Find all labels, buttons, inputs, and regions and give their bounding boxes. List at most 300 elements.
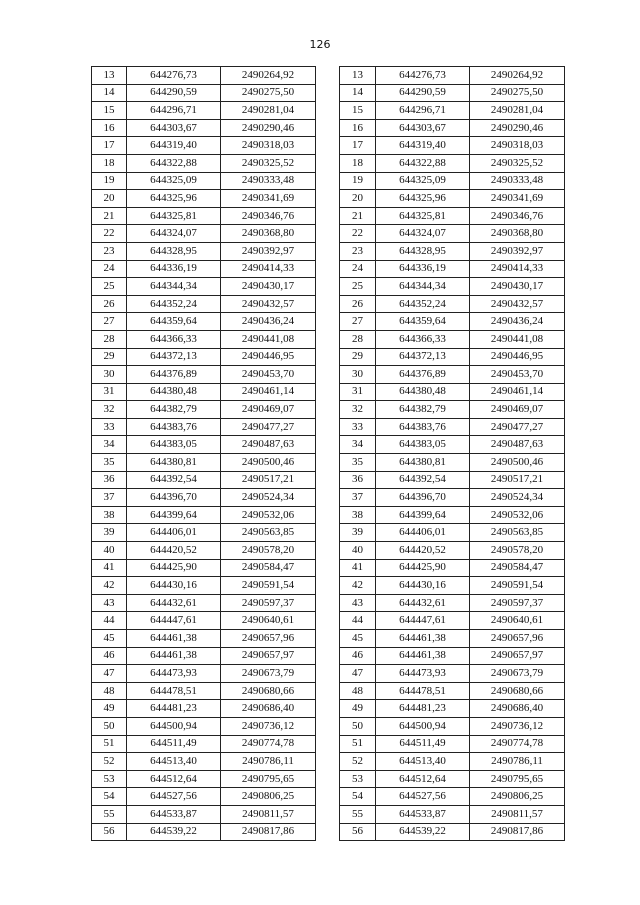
x-coordinate-cell: 644359,64	[376, 313, 470, 331]
y-coordinate-cell: 2490680,66	[221, 682, 316, 700]
point-number-cell: 51	[92, 735, 127, 753]
x-coordinate-cell: 644473,93	[127, 665, 221, 683]
point-number-cell: 44	[92, 612, 127, 630]
y-coordinate-cell: 2490673,79	[221, 665, 316, 683]
x-coordinate-cell: 644325,96	[376, 190, 470, 208]
x-coordinate-cell: 644392,54	[127, 471, 221, 489]
y-coordinate-cell: 2490281,04	[221, 102, 316, 120]
point-number-cell: 38	[340, 506, 376, 524]
table-row	[92, 278, 316, 296]
x-coordinate-cell: 644322,88	[376, 154, 470, 172]
x-coordinate-cell: 644324,07	[127, 225, 221, 243]
point-number-cell: 21	[92, 207, 127, 225]
y-coordinate-cell: 2490318,03	[221, 137, 316, 155]
x-coordinate-cell: 644336,19	[127, 260, 221, 278]
table-row	[92, 577, 316, 595]
table-row	[92, 524, 316, 542]
table-row	[340, 260, 565, 278]
x-coordinate-cell: 644325,09	[127, 172, 221, 190]
table-row	[340, 559, 565, 577]
table-row	[92, 418, 316, 436]
point-number-cell: 55	[92, 805, 127, 823]
x-coordinate-cell: 644425,90	[127, 559, 221, 577]
point-number-cell: 27	[340, 313, 376, 331]
point-number-cell: 18	[340, 154, 376, 172]
table-row	[92, 383, 316, 401]
point-number-cell: 24	[92, 260, 127, 278]
y-coordinate-cell: 2490786,11	[470, 753, 565, 771]
x-coordinate-cell: 644296,71	[376, 102, 470, 120]
y-coordinate-cell: 2490657,96	[221, 630, 316, 648]
coordinates-table-left	[91, 66, 316, 841]
y-coordinate-cell: 2490487,63	[470, 436, 565, 454]
y-coordinate-cell: 2490453,70	[470, 366, 565, 384]
y-coordinate-cell: 2490441,08	[221, 330, 316, 348]
table-row	[340, 313, 565, 331]
table-row	[340, 542, 565, 560]
point-number-cell: 32	[92, 401, 127, 419]
y-coordinate-cell: 2490657,97	[470, 647, 565, 665]
point-number-cell: 33	[92, 418, 127, 436]
x-coordinate-cell: 644380,81	[376, 454, 470, 472]
point-number-cell: 16	[92, 119, 127, 137]
y-coordinate-cell: 2490817,86	[470, 823, 565, 841]
table-row	[92, 788, 316, 806]
table-row	[340, 225, 565, 243]
table-row	[340, 84, 565, 102]
x-coordinate-cell: 644325,81	[376, 207, 470, 225]
point-number-cell: 13	[92, 67, 127, 85]
x-coordinate-cell: 644344,34	[127, 278, 221, 296]
x-coordinate-cell: 644406,01	[376, 524, 470, 542]
x-coordinate-cell: 644513,40	[127, 753, 221, 771]
y-coordinate-cell: 2490368,80	[221, 225, 316, 243]
table-row	[340, 67, 565, 85]
coordinates-table-right-body	[340, 67, 565, 841]
table-row	[92, 366, 316, 384]
table-row	[92, 137, 316, 155]
y-coordinate-cell: 2490736,12	[470, 717, 565, 735]
point-number-cell: 23	[92, 242, 127, 260]
y-coordinate-cell: 2490673,79	[470, 665, 565, 683]
table-row	[340, 735, 565, 753]
point-number-cell: 50	[92, 717, 127, 735]
table-row	[92, 647, 316, 665]
x-coordinate-cell: 644430,16	[376, 577, 470, 595]
x-coordinate-cell: 644527,56	[127, 788, 221, 806]
point-number-cell: 32	[340, 401, 376, 419]
table-row	[92, 594, 316, 612]
table-row	[340, 630, 565, 648]
point-number-cell: 30	[340, 366, 376, 384]
table-row	[340, 295, 565, 313]
y-coordinate-cell: 2490477,27	[470, 418, 565, 436]
point-number-cell: 27	[92, 313, 127, 331]
table-row	[92, 471, 316, 489]
y-coordinate-cell: 2490430,17	[221, 278, 316, 296]
y-coordinate-cell: 2490461,14	[221, 383, 316, 401]
x-coordinate-cell: 644372,13	[376, 348, 470, 366]
coordinates-table-right	[339, 66, 565, 841]
y-coordinate-cell: 2490290,46	[470, 119, 565, 137]
y-coordinate-cell: 2490432,57	[470, 295, 565, 313]
point-number-cell: 16	[340, 119, 376, 137]
y-coordinate-cell: 2490657,97	[221, 647, 316, 665]
table-row	[340, 348, 565, 366]
x-coordinate-cell: 644420,52	[376, 542, 470, 560]
y-coordinate-cell: 2490736,12	[221, 717, 316, 735]
y-coordinate-cell: 2490532,06	[470, 506, 565, 524]
point-number-cell: 19	[340, 172, 376, 190]
y-coordinate-cell: 2490640,61	[470, 612, 565, 630]
point-number-cell: 41	[340, 559, 376, 577]
y-coordinate-cell: 2490597,37	[221, 594, 316, 612]
point-number-cell: 53	[92, 770, 127, 788]
y-coordinate-cell: 2490517,21	[221, 471, 316, 489]
x-coordinate-cell: 644473,93	[376, 665, 470, 683]
table-row	[92, 242, 316, 260]
x-coordinate-cell: 644461,38	[376, 647, 470, 665]
point-number-cell: 17	[340, 137, 376, 155]
point-number-cell: 48	[92, 682, 127, 700]
y-coordinate-cell: 2490392,97	[470, 242, 565, 260]
point-number-cell: 22	[340, 225, 376, 243]
point-number-cell: 28	[340, 330, 376, 348]
y-coordinate-cell: 2490275,50	[221, 84, 316, 102]
x-coordinate-cell: 644396,70	[127, 489, 221, 507]
x-coordinate-cell: 644461,38	[127, 647, 221, 665]
table-row	[340, 489, 565, 507]
x-coordinate-cell: 644383,05	[127, 436, 221, 454]
y-coordinate-cell: 2490325,52	[221, 154, 316, 172]
point-number-cell: 53	[340, 770, 376, 788]
y-coordinate-cell: 2490346,76	[470, 207, 565, 225]
y-coordinate-cell: 2490817,86	[221, 823, 316, 841]
y-coordinate-cell: 2490290,46	[221, 119, 316, 137]
x-coordinate-cell: 644406,01	[127, 524, 221, 542]
point-number-cell: 55	[340, 805, 376, 823]
point-number-cell: 29	[340, 348, 376, 366]
x-coordinate-cell: 644290,59	[376, 84, 470, 102]
y-coordinate-cell: 2490811,57	[470, 805, 565, 823]
point-number-cell: 18	[92, 154, 127, 172]
y-coordinate-cell: 2490811,57	[221, 805, 316, 823]
table-row	[340, 454, 565, 472]
table-row	[340, 242, 565, 260]
y-coordinate-cell: 2490341,69	[221, 190, 316, 208]
y-coordinate-cell: 2490524,34	[221, 489, 316, 507]
table-row	[92, 330, 316, 348]
coordinates-table-left-body	[92, 67, 316, 841]
table-row	[340, 612, 565, 630]
table-row	[92, 207, 316, 225]
x-coordinate-cell: 644296,71	[127, 102, 221, 120]
x-coordinate-cell: 644372,13	[127, 348, 221, 366]
y-coordinate-cell: 2490517,21	[470, 471, 565, 489]
y-coordinate-cell: 2490414,33	[221, 260, 316, 278]
x-coordinate-cell: 644511,49	[127, 735, 221, 753]
table-row	[340, 524, 565, 542]
x-coordinate-cell: 644376,89	[127, 366, 221, 384]
point-number-cell: 20	[340, 190, 376, 208]
x-coordinate-cell: 644383,05	[376, 436, 470, 454]
table-row	[92, 735, 316, 753]
x-coordinate-cell: 644461,38	[376, 630, 470, 648]
y-coordinate-cell: 2490806,25	[470, 788, 565, 806]
y-coordinate-cell: 2490469,07	[221, 401, 316, 419]
point-number-cell: 28	[92, 330, 127, 348]
table-row	[92, 805, 316, 823]
y-coordinate-cell: 2490563,85	[470, 524, 565, 542]
table-row	[340, 154, 565, 172]
y-coordinate-cell: 2490500,46	[221, 454, 316, 472]
page-number: 126	[309, 38, 331, 51]
x-coordinate-cell: 644513,40	[376, 753, 470, 771]
point-number-cell: 42	[340, 577, 376, 595]
point-number-cell: 40	[92, 542, 127, 560]
y-coordinate-cell: 2490774,78	[221, 735, 316, 753]
table-row	[92, 154, 316, 172]
point-number-cell: 20	[92, 190, 127, 208]
x-coordinate-cell: 644539,22	[127, 823, 221, 841]
table-row	[340, 190, 565, 208]
point-number-cell: 37	[92, 489, 127, 507]
x-coordinate-cell: 644420,52	[127, 542, 221, 560]
point-number-cell: 25	[340, 278, 376, 296]
table-row	[340, 682, 565, 700]
table-row	[92, 67, 316, 85]
x-coordinate-cell: 644325,81	[127, 207, 221, 225]
point-number-cell: 44	[340, 612, 376, 630]
y-coordinate-cell: 2490392,97	[221, 242, 316, 260]
table-row	[92, 559, 316, 577]
point-number-cell: 49	[340, 700, 376, 718]
x-coordinate-cell: 644512,64	[127, 770, 221, 788]
point-number-cell: 34	[340, 436, 376, 454]
table-row	[92, 84, 316, 102]
x-coordinate-cell: 644352,24	[127, 295, 221, 313]
x-coordinate-cell: 644322,88	[127, 154, 221, 172]
table-row	[92, 436, 316, 454]
y-coordinate-cell: 2490487,63	[221, 436, 316, 454]
table-row	[340, 647, 565, 665]
x-coordinate-cell: 644533,87	[376, 805, 470, 823]
table-row	[340, 770, 565, 788]
y-coordinate-cell: 2490446,95	[221, 348, 316, 366]
point-number-cell: 25	[92, 278, 127, 296]
table-row	[340, 137, 565, 155]
y-coordinate-cell: 2490441,08	[470, 330, 565, 348]
point-number-cell: 52	[340, 753, 376, 771]
table-row	[340, 823, 565, 841]
y-coordinate-cell: 2490368,80	[470, 225, 565, 243]
y-coordinate-cell: 2490578,20	[221, 542, 316, 560]
y-coordinate-cell: 2490414,33	[470, 260, 565, 278]
point-number-cell: 34	[92, 436, 127, 454]
x-coordinate-cell: 644511,49	[376, 735, 470, 753]
x-coordinate-cell: 644478,51	[127, 682, 221, 700]
point-number-cell: 46	[340, 647, 376, 665]
table-row	[340, 471, 565, 489]
point-number-cell: 14	[340, 84, 376, 102]
x-coordinate-cell: 644430,16	[127, 577, 221, 595]
x-coordinate-cell: 644352,24	[376, 295, 470, 313]
table-row	[340, 278, 565, 296]
point-number-cell: 46	[92, 647, 127, 665]
table-row	[340, 366, 565, 384]
y-coordinate-cell: 2490281,04	[470, 102, 565, 120]
table-row	[92, 770, 316, 788]
point-number-cell: 29	[92, 348, 127, 366]
y-coordinate-cell: 2490469,07	[470, 401, 565, 419]
y-coordinate-cell: 2490333,48	[221, 172, 316, 190]
point-number-cell: 45	[92, 630, 127, 648]
y-coordinate-cell: 2490686,40	[221, 700, 316, 718]
table-row	[340, 665, 565, 683]
y-coordinate-cell: 2490436,24	[470, 313, 565, 331]
x-coordinate-cell: 644392,54	[376, 471, 470, 489]
x-coordinate-cell: 644447,61	[376, 612, 470, 630]
table-row	[340, 805, 565, 823]
y-coordinate-cell: 2490275,50	[470, 84, 565, 102]
x-coordinate-cell: 644319,40	[127, 137, 221, 155]
point-number-cell: 21	[340, 207, 376, 225]
point-number-cell: 42	[92, 577, 127, 595]
x-coordinate-cell: 644380,48	[127, 383, 221, 401]
point-number-cell: 31	[92, 383, 127, 401]
y-coordinate-cell: 2490680,66	[470, 682, 565, 700]
x-coordinate-cell: 644380,81	[127, 454, 221, 472]
table-row	[92, 454, 316, 472]
x-coordinate-cell: 644376,89	[376, 366, 470, 384]
point-number-cell: 13	[340, 67, 376, 85]
point-number-cell: 23	[340, 242, 376, 260]
x-coordinate-cell: 644383,76	[127, 418, 221, 436]
table-row	[340, 207, 565, 225]
point-number-cell: 54	[92, 788, 127, 806]
table-row	[340, 788, 565, 806]
point-number-cell: 36	[340, 471, 376, 489]
y-coordinate-cell: 2490524,34	[470, 489, 565, 507]
x-coordinate-cell: 644319,40	[376, 137, 470, 155]
table-row	[92, 225, 316, 243]
table-row	[340, 401, 565, 419]
table-row	[92, 823, 316, 841]
point-number-cell: 45	[340, 630, 376, 648]
y-coordinate-cell: 2490591,54	[221, 577, 316, 595]
x-coordinate-cell: 644382,79	[376, 401, 470, 419]
y-coordinate-cell: 2490264,92	[470, 67, 565, 85]
point-number-cell: 40	[340, 542, 376, 560]
point-number-cell: 35	[340, 454, 376, 472]
point-number-cell: 50	[340, 717, 376, 735]
point-number-cell: 38	[92, 506, 127, 524]
x-coordinate-cell: 644432,61	[127, 594, 221, 612]
y-coordinate-cell: 2490500,46	[470, 454, 565, 472]
x-coordinate-cell: 644380,48	[376, 383, 470, 401]
point-number-cell: 41	[92, 559, 127, 577]
x-coordinate-cell: 644481,23	[376, 700, 470, 718]
x-coordinate-cell: 644478,51	[376, 682, 470, 700]
y-coordinate-cell: 2490430,17	[470, 278, 565, 296]
x-coordinate-cell: 644500,94	[127, 717, 221, 735]
x-coordinate-cell: 644328,95	[127, 242, 221, 260]
y-coordinate-cell: 2490774,78	[470, 735, 565, 753]
table-row	[92, 506, 316, 524]
point-number-cell: 17	[92, 137, 127, 155]
point-number-cell: 22	[92, 225, 127, 243]
y-coordinate-cell: 2490453,70	[221, 366, 316, 384]
table-row	[92, 665, 316, 683]
y-coordinate-cell: 2490578,20	[470, 542, 565, 560]
x-coordinate-cell: 644399,64	[127, 506, 221, 524]
table-row	[340, 119, 565, 137]
x-coordinate-cell: 644303,67	[376, 119, 470, 137]
y-coordinate-cell: 2490657,96	[470, 630, 565, 648]
table-row	[340, 577, 565, 595]
point-number-cell: 43	[340, 594, 376, 612]
y-coordinate-cell: 2490532,06	[221, 506, 316, 524]
y-coordinate-cell: 2490786,11	[221, 753, 316, 771]
x-coordinate-cell: 644344,34	[376, 278, 470, 296]
x-coordinate-cell: 644325,96	[127, 190, 221, 208]
y-coordinate-cell: 2490264,92	[221, 67, 316, 85]
y-coordinate-cell: 2490325,52	[470, 154, 565, 172]
x-coordinate-cell: 644399,64	[376, 506, 470, 524]
x-coordinate-cell: 644366,33	[376, 330, 470, 348]
x-coordinate-cell: 644425,90	[376, 559, 470, 577]
y-coordinate-cell: 2490346,76	[221, 207, 316, 225]
x-coordinate-cell: 644383,76	[376, 418, 470, 436]
point-number-cell: 19	[92, 172, 127, 190]
x-coordinate-cell: 644325,09	[376, 172, 470, 190]
x-coordinate-cell: 644432,61	[376, 594, 470, 612]
x-coordinate-cell: 644527,56	[376, 788, 470, 806]
table-row	[92, 612, 316, 630]
y-coordinate-cell: 2490795,65	[470, 770, 565, 788]
point-number-cell: 39	[92, 524, 127, 542]
x-coordinate-cell: 644359,64	[127, 313, 221, 331]
point-number-cell: 37	[340, 489, 376, 507]
y-coordinate-cell: 2490795,65	[221, 770, 316, 788]
table-row	[340, 102, 565, 120]
point-number-cell: 24	[340, 260, 376, 278]
y-coordinate-cell: 2490591,54	[470, 577, 565, 595]
x-coordinate-cell: 644328,95	[376, 242, 470, 260]
y-coordinate-cell: 2490640,61	[221, 612, 316, 630]
point-number-cell: 48	[340, 682, 376, 700]
point-number-cell: 52	[92, 753, 127, 771]
x-coordinate-cell: 644396,70	[376, 489, 470, 507]
x-coordinate-cell: 644539,22	[376, 823, 470, 841]
table-row	[92, 102, 316, 120]
point-number-cell: 54	[340, 788, 376, 806]
table-row	[92, 700, 316, 718]
point-number-cell: 56	[340, 823, 376, 841]
table-row	[92, 295, 316, 313]
table-row	[92, 753, 316, 771]
point-number-cell: 47	[92, 665, 127, 683]
point-number-cell: 14	[92, 84, 127, 102]
x-coordinate-cell: 644290,59	[127, 84, 221, 102]
x-coordinate-cell: 644500,94	[376, 717, 470, 735]
y-coordinate-cell: 2490806,25	[221, 788, 316, 806]
point-number-cell: 35	[92, 454, 127, 472]
table-row	[92, 348, 316, 366]
table-row	[92, 542, 316, 560]
point-number-cell: 43	[92, 594, 127, 612]
table-row	[340, 436, 565, 454]
